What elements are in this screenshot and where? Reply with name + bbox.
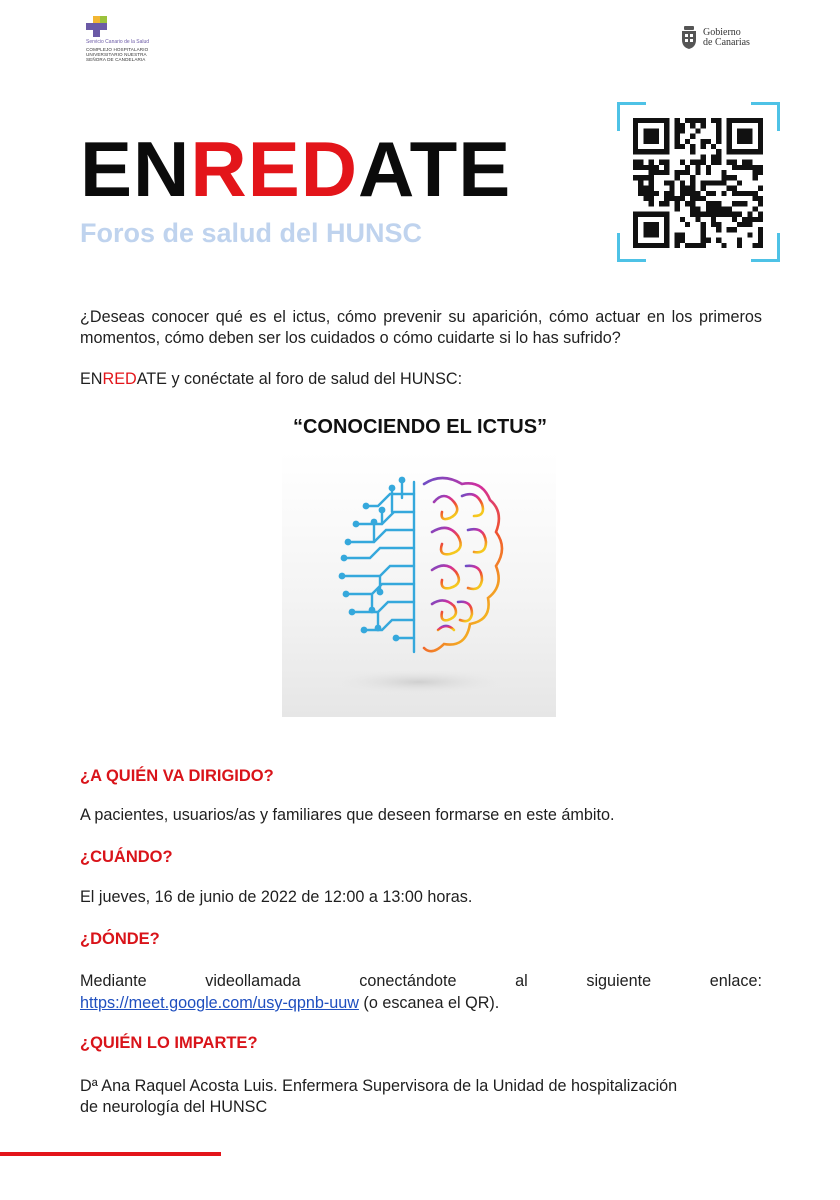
coat-of-arms-icon — [680, 26, 698, 50]
section-speaker-line1: Dª Ana Raquel Acosta Luis. Enfermera Supervisora de la Unidad de hospitalización — [80, 1077, 678, 1095]
intro-paragraph: ¿Deseas conocer qué es el ictus, cómo prevenir su aparición, cómo actuar en los primeros momentos, cómo deben ser los cuidados o cómo cuidarte si lo has sufrido? — [80, 308, 762, 347]
section-who-heading: ¿A QUIÉN VA DIRIGIDO? — [80, 767, 274, 785]
section-when-text: El jueves, 16 de junio de 2022 de 12:00 a 13:00 horas. — [80, 888, 473, 906]
scs-cross-icon — [86, 16, 108, 38]
section-where-heading: ¿DÓNDE? — [80, 930, 160, 948]
invite-line: ENREDATE y conéctate al foro de salud del HUNSC: — [80, 370, 463, 388]
gobierno-canarias-text: Gobierno de Canarias — [703, 27, 750, 48]
qr-code-frame[interactable] — [617, 102, 780, 262]
section-speaker-heading: ¿QUIÉN LO IMPARTE? — [80, 1034, 258, 1052]
meet-link[interactable]: https://meet.google.com/usy-qpnb-uuw — [80, 994, 359, 1012]
section-speaker-line2: de neurología del HUNSC — [80, 1098, 268, 1116]
gobierno-canarias-logo — [680, 26, 750, 50]
brain-illustration — [282, 452, 556, 717]
scs-hospital-name: COMPLEJO HOSPITALARIO UNIVERSITARIO NUESTRA SEÑORA DE CANDELARIA — [86, 47, 149, 63]
section-when-heading: ¿CUÁNDO? — [80, 848, 173, 866]
section-where-line2: https://meet.google.com/usy-qpnb-uuw (o escanea el QR). — [80, 994, 500, 1012]
section-where-line1: Mediante videollamada conectándote al siguiente enlace: — [80, 972, 762, 990]
scs-logo — [86, 16, 186, 63]
forum-title: “CONOCIENDO EL ICTUS” — [292, 416, 548, 438]
page-title: ENREDATE — [80, 125, 512, 213]
page-subtitle: Foros de salud del HUNSC — [80, 218, 423, 248]
qr-code-icon[interactable] — [633, 118, 763, 248]
bottom-divider — [0, 1152, 221, 1156]
scs-brand: Servicio Canario de la Salud — [86, 39, 150, 45]
section-who-text: A pacientes, usuarios/as y familiares que deseen formarse en este ámbito. — [80, 806, 615, 824]
